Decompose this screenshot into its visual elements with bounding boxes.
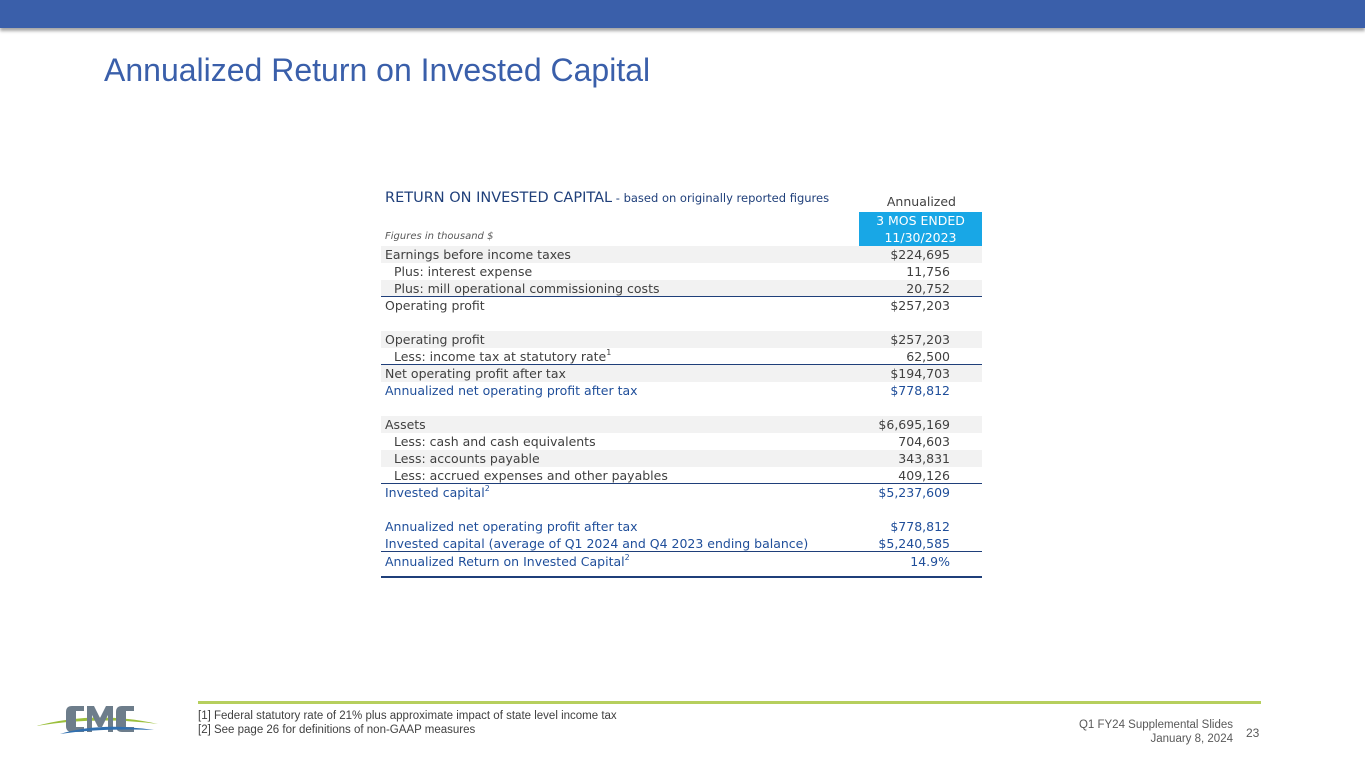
table-row-total (381, 552, 982, 578)
footer-info (1079, 718, 1233, 746)
table-row (381, 246, 982, 263)
table-row (381, 348, 982, 365)
row-label: Plus: mill operational commissioning costs (394, 281, 660, 296)
row-label: Less: cash and cash equivalents (394, 434, 596, 449)
footnote-ref: 2 (624, 553, 630, 562)
row-label (385, 552, 630, 572)
table-row (381, 365, 982, 382)
row-value: $194,703 (890, 366, 950, 381)
table-spacer (381, 314, 982, 331)
table-row (381, 280, 982, 297)
table-title-main: RETURN ON INVESTED CAPITAL (385, 190, 613, 206)
row-label (394, 348, 611, 365)
table-row (381, 467, 982, 484)
row-label: Annualized net operating profit after tax (385, 383, 638, 398)
row-label: Operating profit (385, 298, 485, 313)
row-label: Operating profit (385, 332, 485, 347)
footnote-1: [1] Federal statutory rate of 21% plus approximate impact of state level income tax (198, 710, 617, 722)
table-row (381, 450, 982, 467)
row-value: $5,237,609 (878, 485, 950, 500)
cmc-logo (36, 700, 158, 740)
row-label: Assets (385, 417, 426, 432)
table-row (381, 518, 982, 535)
row-label-text: Annualized Return on Invested Capital (385, 554, 625, 569)
row-label: Less: accrued expenses and other payables (394, 468, 668, 483)
row-label-text: Less: income tax at statutory rate (394, 349, 607, 364)
row-label: Earnings before income taxes (385, 247, 571, 262)
row-value: $257,203 (890, 332, 950, 347)
row-label: Less: accounts payable (394, 451, 540, 466)
column-header-line1: 3 MOS ENDED (876, 213, 965, 228)
row-label (385, 484, 490, 501)
footer-divider (198, 701, 1261, 704)
row-value: $778,812 (890, 383, 950, 398)
row-label: Annualized net operating profit after tax (385, 519, 638, 534)
row-value: $6,695,169 (878, 417, 950, 432)
table-row (381, 382, 982, 399)
table-title-sub: - based on originally reported figures (612, 191, 830, 205)
table-row (381, 263, 982, 280)
table-spacer (381, 399, 982, 416)
table-row (381, 535, 982, 552)
footnote-2: [2] See page 26 for definitions of non-GAAP measures (198, 724, 476, 736)
page-number: 23 (1246, 726, 1260, 740)
row-value: $257,203 (890, 298, 950, 313)
table-row (381, 433, 982, 450)
table-row (381, 416, 982, 433)
footnote-ref: 2 (484, 484, 490, 493)
units-label: Figures in thousand $ (385, 231, 494, 242)
row-value: 11,756 (906, 264, 950, 279)
row-value: 343,831 (898, 451, 950, 466)
row-value: 14.9% (910, 554, 950, 569)
row-value: 409,126 (898, 468, 950, 483)
row-label: Net operating profit after tax (385, 366, 566, 381)
row-label: Invested capital (average of Q1 2024 and Q4 2023 ending balance) (385, 536, 809, 551)
table-body (381, 246, 982, 578)
deck-date: January 8, 2024 (1150, 733, 1233, 745)
row-label-text: Invested capital (385, 485, 485, 500)
table-title (385, 190, 829, 206)
table-row (381, 331, 982, 348)
row-value: 704,603 (898, 434, 950, 449)
page-title: Annualized Return on Invested Capital (104, 52, 651, 88)
row-value: 20,752 (906, 281, 950, 296)
table-row (381, 297, 982, 314)
footnote-ref: 1 (606, 348, 612, 357)
column-header-line2: 11/30/2023 (884, 230, 957, 245)
deck-name: Q1 FY24 Supplemental Slides (1078, 719, 1233, 731)
table-row (381, 484, 982, 501)
row-value: $778,812 (890, 519, 950, 534)
row-value: 62,500 (906, 349, 950, 364)
row-label: Plus: interest expense (394, 264, 533, 279)
top-banner (0, 0, 1365, 28)
row-value: $224,695 (890, 247, 950, 262)
annualized-label: Annualized (886, 194, 956, 209)
footnotes (198, 709, 617, 737)
table-spacer (381, 501, 982, 518)
column-header (859, 212, 982, 246)
row-value: $5,240,585 (878, 536, 950, 551)
